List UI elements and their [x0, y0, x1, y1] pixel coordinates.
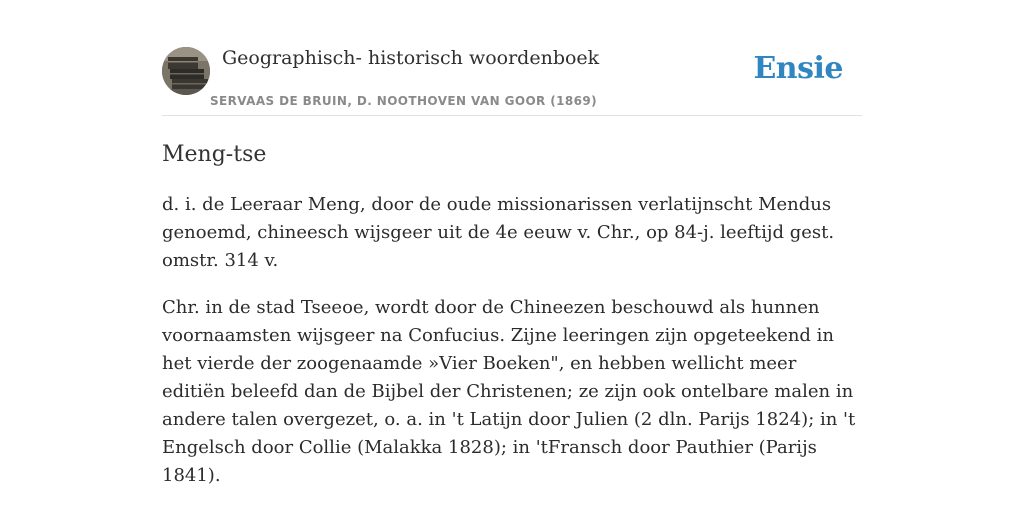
entry-paragraph: d. i. de Leeraar Meng, door de oude missionarissen verlatijnscht Mendus genoemd, chineesch wijsgeer uit de 4e eeuw v. Chr., op 84-j. leeftijd gest. omstr. 314 v. — [162, 194, 835, 271]
book-header — [162, 44, 862, 116]
article-card — [162, 44, 862, 490]
book-title[interactable]: Geographisch- historisch woordenboek — [222, 47, 600, 69]
book-cover-icon[interactable] — [162, 47, 210, 95]
entry-title: Meng-tse — [162, 142, 267, 167]
entry-body — [162, 191, 862, 490]
ensie-logo[interactable]: Ensie — [753, 51, 843, 86]
book-authors: SERVAAS DE BRUIN, D. NOOTHOVEN VAN GOOR (1869) — [210, 94, 598, 108]
entry-paragraph: Chr. in de stad Tseeoe, wordt door de Chineezen beschouwd als hunnen voornaamsten wijsgeer na Confucius. Zijne leeringen zijn opgeteekend in het vierde der zoogenaamde »Vier Boeken", en hebben wellicht meer editiën beleefd dan de Bijbel der Christenen; ze zijn ook ontelbare malen in andere talen overgezet, o. a. in 't Latijn door Julien (2 dln. Parijs 1824); in 't Engelsch door Collie (Malakka 1828); in 'tFransch door Pauthier (Parijs 1841). — [162, 297, 856, 486]
